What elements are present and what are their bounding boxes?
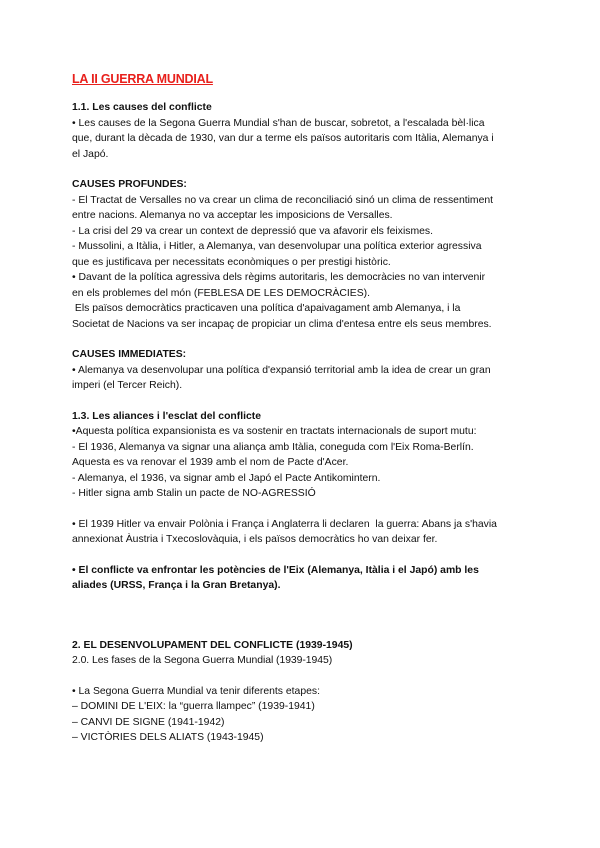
causes-profundes-heading: CAUSES PROFUNDES: <box>72 179 187 190</box>
text-line: annexionat Àustria i Txecoslovàquia, i els països democràtics ho van deixar fer. <box>72 534 438 545</box>
text-line: Societat de Nacions va ser incapaç de propiciar un clima d'entesa entre els seus membres. <box>72 318 492 330</box>
section-1-1-intro <box>72 116 538 163</box>
text-line: aliades (URSS, França i la Gran Bretanya). <box>72 580 281 591</box>
stages-intro: • La Segona Guerra Mundial va tenir diferents etapes: <box>72 685 320 697</box>
text-line: •Aquesta política expansionista es va sostenir en tractats internacionals de suport mutu: <box>72 426 477 437</box>
section-1-1-heading: 1.1. Les causes del conflicte <box>72 102 212 113</box>
section-2-subheading: 2.0. Les fases de la Segona Guerra Mundial (1939-1945) <box>72 655 333 666</box>
conclusion-paragraph <box>72 563 538 594</box>
text-line: • Alemanya va desenvolupar una política d'expansió territorial amb la idea de crear un gran <box>72 364 491 376</box>
document-page <box>72 72 538 746</box>
text-line: - La crisi del 29 va crear un context de depressió que va afavorir els feixismes. <box>72 225 433 237</box>
causes-immediates-heading: CAUSES IMMEDIATES: <box>72 349 187 360</box>
text-line: el Japó. <box>72 148 109 160</box>
text-line: que, durant la dècada de 1930, van dur a terme els països autoritaris com Itàlia, Alemanya i <box>72 133 494 144</box>
stages-list <box>72 684 538 746</box>
list-item: – CANVI DE SIGNE (1941-1942) <box>72 716 225 728</box>
text-line: imperi (el Tercer Reich). <box>72 380 183 391</box>
text-line: • Les causes de la Segona Guerra Mundial s'han de buscar, sobretot, a l'escalada bèl·lica <box>72 117 485 129</box>
section-2-heading: 2. EL DESENVOLUPAMENT DEL CONFLICTE (1939-1945) <box>72 639 353 651</box>
text-line: - Alemanya, el 1936, va signar amb el Japó el Pacte Antikomintern. <box>72 472 381 484</box>
causes-profundes-body <box>72 193 538 333</box>
text-line: • Davant de la política agressiva dels règims autoritaris, les democràcies no van intervenir <box>72 272 486 283</box>
text-line: - Mussolini, a Itàlia, i Hitler, a Alemanya, van desenvolupar una política exterior agressiva <box>72 241 482 252</box>
section-1-3-heading: 1.3. Les aliances i l'esclat del conflicte <box>72 410 262 422</box>
page-title: LA II GUERRA MUNDIAL <box>72 72 213 86</box>
text-line: Aquesta es va renovar el 1939 amb el nom de Pacte d'Acer. <box>72 457 349 468</box>
text-line: Els països democràtics practicaven una política d'apaivagament amb Alemanya, i la <box>72 303 461 314</box>
text-line: que es justificava per necessitats econòmiques o per prestigi històric. <box>72 256 391 268</box>
text-line: entre nacions. Alemanya no va acceptar les imposicions de Versalles. <box>72 210 393 221</box>
text-line: - El Tractat de Versalles no va crear un clima de reconciliació sinó un clima de ressentiment <box>72 194 494 206</box>
invasion-paragraph <box>72 517 538 548</box>
text-line: - El 1936, Alemanya va signar una aliança amb Itàlia, coneguda com l'Eix Roma-Berlín. <box>72 441 474 453</box>
list-item: – DOMINI DE L'EIX: la “guerra llampec” (1939-1941) <box>72 701 315 712</box>
text-line: • El 1939 Hitler va envair Polònia i França i Anglaterra li declaren la guerra: Abans ja s'havia <box>72 518 497 530</box>
list-item: – VICTÒRIES DELS ALIATS (1943-1945) <box>72 732 264 743</box>
causes-immediates-body <box>72 363 538 394</box>
text-line: en els problemes del món (FEBLESA DE LES DEMOCRÀCIES). <box>72 287 370 299</box>
text-line: • El conflicte va enfrontar les potències de l'Eix (Alemanya, Itàlia i el Japó) amb les <box>72 564 479 576</box>
text-line: - Hitler signa amb Stalin un pacte de NO-AGRESSIÓ <box>72 488 316 499</box>
section-1-3-body <box>72 424 538 502</box>
